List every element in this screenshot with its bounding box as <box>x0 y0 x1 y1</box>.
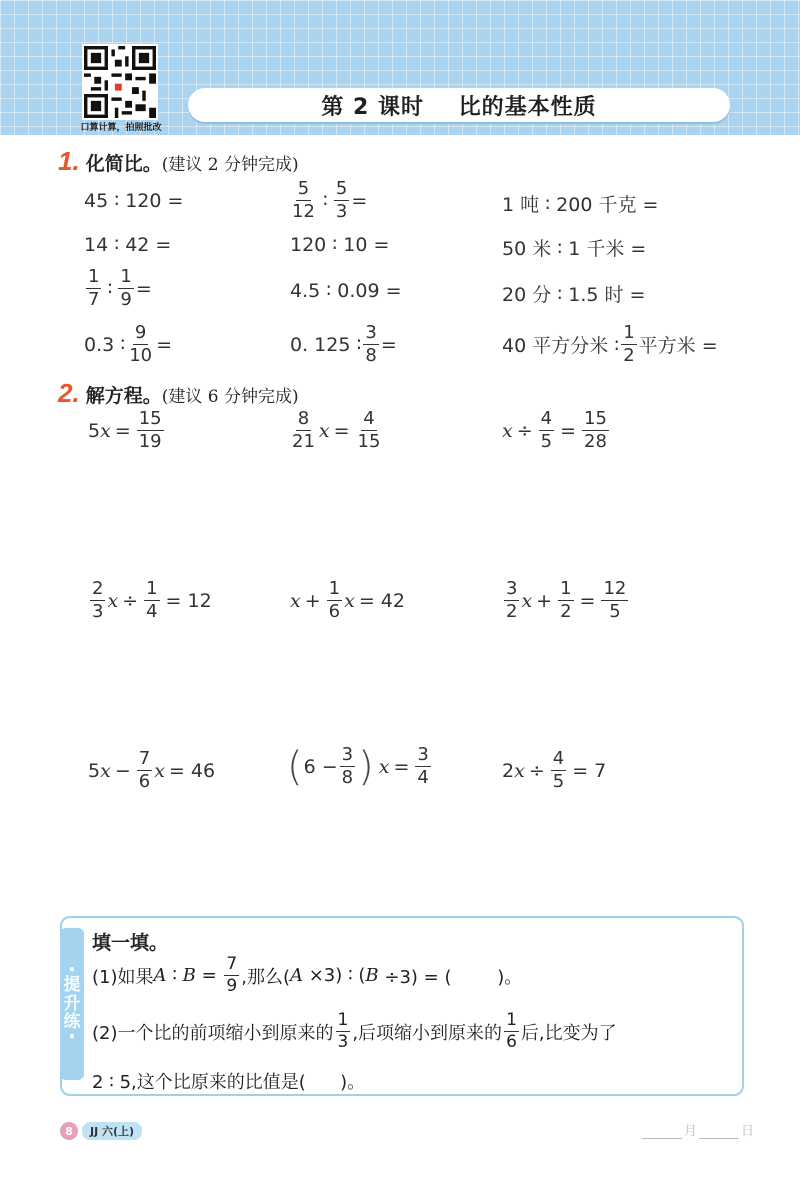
qr-code[interactable] <box>82 44 158 120</box>
ratio-item <box>84 234 171 256</box>
ratio-text: 1 吨 ∶ 200 千克 = <box>502 194 659 216</box>
page-number: 8 <box>60 1122 78 1140</box>
q-text: = <box>195 965 223 986</box>
fraction <box>144 580 159 621</box>
tab-char: 升 <box>63 993 81 1014</box>
section-1-hint: (建议 2 分钟完成) <box>161 155 299 175</box>
fraction <box>340 746 355 787</box>
denominator: 2 <box>506 601 518 622</box>
lesson-title: 第 2 课时 比的基本性质 <box>321 94 597 120</box>
book-label: JJ 六(上) <box>82 1122 142 1140</box>
numerator: 5 <box>335 178 348 199</box>
fraction <box>601 580 628 621</box>
denominator: 9 <box>120 289 132 310</box>
ratio-text: 20 分 ∶ 1.5 时 = <box>502 284 646 306</box>
question-2-line-2 <box>92 1068 365 1094</box>
equals: = <box>393 755 410 778</box>
denominator: 6 <box>506 1032 517 1052</box>
numerator: 8 <box>297 408 310 429</box>
date-field <box>640 1120 754 1139</box>
numerator: 1 <box>120 266 132 287</box>
equals-value: = 42 <box>358 589 405 612</box>
denominator: 19 <box>138 431 162 452</box>
variable-x: x <box>318 419 330 442</box>
equals: = <box>135 277 152 300</box>
fraction <box>582 410 609 451</box>
fraction <box>621 324 636 365</box>
fraction <box>356 410 383 451</box>
question-1 <box>92 956 522 995</box>
equals: = <box>579 589 596 612</box>
day-blank[interactable] <box>699 1125 739 1139</box>
colon: ∶ <box>107 277 113 300</box>
variable-x: x <box>514 759 525 782</box>
q-text: 后,比变为了 <box>520 1022 617 1044</box>
numerator: 7 <box>138 748 151 769</box>
page-badge <box>60 1122 142 1140</box>
section-1-title: 化简比。 <box>85 153 162 175</box>
numerator: 3 <box>365 322 377 343</box>
numerator: 1 <box>88 266 100 287</box>
denominator: 7 <box>88 289 100 310</box>
denominator: 10 <box>129 345 153 366</box>
ratio-item <box>288 180 367 221</box>
variable-x: x <box>100 419 111 442</box>
fraction <box>363 324 378 365</box>
fraction <box>504 580 519 621</box>
coefficient: 2 <box>502 759 515 782</box>
fraction <box>334 180 349 221</box>
denominator: 6 <box>138 771 151 792</box>
ratio-text: 0. 125 ∶ <box>290 333 362 356</box>
ratio-item <box>502 324 718 365</box>
fraction <box>558 580 573 621</box>
fraction <box>90 580 105 621</box>
denominator: 3 <box>335 201 348 222</box>
equation <box>88 410 166 451</box>
equation <box>88 750 219 791</box>
variable-x: x <box>290 589 301 612</box>
q-text: (2)一个比的前项缩小到原来的 <box>92 1022 334 1044</box>
equation <box>88 580 216 621</box>
fraction <box>224 956 239 995</box>
ratio-text: 50 米 ∶ 1 千米 = <box>502 238 647 260</box>
lesson-title-bar <box>188 88 730 122</box>
denominator: 4 <box>417 767 429 788</box>
fraction <box>290 180 317 221</box>
numerator: 4 <box>552 748 565 769</box>
equals-value: = 7 <box>572 759 607 782</box>
q-text: ∶ <box>166 965 183 986</box>
equals: = <box>114 419 131 442</box>
numerator: 7 <box>226 954 238 974</box>
denominator: 5 <box>540 431 553 452</box>
denominator: 3 <box>337 1032 349 1052</box>
left-paren: ( <box>287 743 303 790</box>
numerator: 4 <box>540 408 553 429</box>
numerator: 1 <box>337 1010 349 1030</box>
ratio-item <box>84 190 183 212</box>
divide: ÷ <box>516 419 533 442</box>
denominator: 21 <box>292 431 315 452</box>
numerator: 15 <box>138 408 162 429</box>
q-text: (1)如果 <box>92 966 154 988</box>
equation <box>502 410 611 451</box>
denominator: 5 <box>552 771 565 792</box>
colon: ∶ <box>322 189 328 212</box>
numerator: 15 <box>584 408 607 429</box>
section-2-hint: (建议 6 分钟完成) <box>161 387 299 407</box>
tab-char: 练 <box>63 1012 81 1033</box>
tab-char: 提 <box>63 974 81 995</box>
ratio-item <box>502 234 646 261</box>
numerator: 5 <box>297 178 310 199</box>
variable-a: A <box>289 965 303 986</box>
numerator: 1 <box>623 322 635 343</box>
denominator: 8 <box>365 345 377 366</box>
month-blank[interactable] <box>642 1125 682 1139</box>
equals: = <box>380 333 397 356</box>
minus: − <box>114 759 131 782</box>
q-text: ×3) ∶ ( <box>302 965 366 986</box>
numerator: 1 <box>506 1010 517 1030</box>
fraction <box>551 750 566 791</box>
ratio-text: 120 ∶ 10 = <box>290 234 390 256</box>
variable-a: A <box>153 965 167 986</box>
fraction <box>127 324 154 365</box>
section-1-number: 1. <box>58 146 80 176</box>
variable-x: x <box>521 589 533 612</box>
ratio-item <box>502 280 645 307</box>
numerator: 3 <box>341 744 354 765</box>
variable-b: B <box>182 965 196 986</box>
ratio-text: 14 ∶ 42 = <box>84 234 172 256</box>
qr-code-icon <box>84 46 156 118</box>
ratio-item <box>84 324 172 365</box>
coefficient: 5 <box>88 419 101 442</box>
fraction <box>504 1012 519 1051</box>
plus: + <box>304 589 321 612</box>
numerator: 2 <box>92 578 104 599</box>
right-paren: ) <box>358 743 374 790</box>
equation <box>502 750 610 791</box>
fraction <box>415 746 430 787</box>
ratio-text: 平方米 = <box>638 335 718 357</box>
section-2-number: 2. <box>58 378 80 408</box>
equals: = <box>560 419 577 442</box>
numerator: 1 <box>328 578 341 599</box>
section-1-heading <box>58 146 299 177</box>
plus: + <box>536 589 553 612</box>
equation <box>290 580 409 621</box>
q-text: ,后项缩小到原来的 <box>352 1022 503 1044</box>
tab-dot: • <box>68 1030 76 1045</box>
equals-value: = 12 <box>165 589 212 612</box>
denominator: 3 <box>92 601 104 622</box>
denominator: 28 <box>584 431 607 452</box>
ratio-item <box>84 268 152 309</box>
ratio-text: 0.3 ∶ <box>84 333 126 356</box>
fraction <box>86 268 101 309</box>
qr-caption: 口算计算，拍照批改 <box>80 123 162 133</box>
denominator: 2 <box>623 345 635 366</box>
denominator: 2 <box>560 601 572 622</box>
divide: ÷ <box>528 759 545 782</box>
fraction <box>336 1012 351 1051</box>
variable-x: x <box>107 589 119 612</box>
denominator: 15 <box>357 431 381 452</box>
equals-value: = 46 <box>168 759 216 782</box>
variable-x: x <box>154 759 165 782</box>
denominator: 9 <box>226 976 238 996</box>
fraction <box>137 410 164 451</box>
divide: ÷ <box>122 589 139 612</box>
ratio-item <box>502 190 658 217</box>
equation <box>286 743 433 790</box>
numerator: 3 <box>417 744 429 765</box>
month-label: 月 <box>684 1124 698 1139</box>
fraction <box>290 410 317 451</box>
fraction <box>137 750 152 791</box>
ratio-text: 40 平方分米 ∶ <box>502 335 620 357</box>
variable-x: x <box>344 589 355 612</box>
fraction <box>118 268 133 309</box>
variable-x: x <box>378 755 390 778</box>
denominator: 6 <box>328 601 341 622</box>
numerator: 3 <box>506 578 518 599</box>
denominator: 12 <box>292 201 315 222</box>
equals: = <box>351 189 368 212</box>
answer-blank[interactable]: ÷3) = ( )。 <box>378 966 523 988</box>
variable-x: x <box>100 759 111 782</box>
tab-dot: • <box>68 963 76 978</box>
ratio-item <box>290 280 402 302</box>
numerator: 9 <box>134 322 147 343</box>
numerator: 4 <box>363 408 375 429</box>
ratio-item <box>290 234 389 256</box>
answer-blank[interactable]: 2 ∶ 5,这个比原来的比值是( )。 <box>92 1072 366 1093</box>
equation <box>288 410 384 451</box>
term: 6 − <box>303 755 338 778</box>
equation <box>502 580 630 621</box>
variable-b: B <box>365 965 379 986</box>
numerator: 1 <box>560 578 572 599</box>
fraction <box>539 410 554 451</box>
equals: = <box>156 333 173 356</box>
denominator: 4 <box>146 601 158 622</box>
numerator: 12 <box>603 578 627 599</box>
ratio-text: 4.5 ∶ 0.09 = <box>290 280 402 302</box>
day-label: 日 <box>741 1124 755 1139</box>
q-text: ,那么( <box>241 966 290 988</box>
denominator: 8 <box>341 767 354 788</box>
coefficient: 5 <box>88 759 101 782</box>
ratio-item <box>290 324 397 365</box>
equals: = <box>333 419 350 442</box>
numerator: 1 <box>146 578 158 599</box>
question-2 <box>92 1012 617 1051</box>
practice-tab <box>60 928 84 1080</box>
section-2-title: 解方程。 <box>85 385 162 407</box>
variable-x: x <box>502 419 513 442</box>
practice-title: 填一填。 <box>92 932 169 954</box>
denominator: 5 <box>609 601 621 622</box>
ratio-text: 45 ∶ 120 = <box>84 190 184 212</box>
fraction <box>327 580 342 621</box>
section-2-heading <box>58 378 299 409</box>
